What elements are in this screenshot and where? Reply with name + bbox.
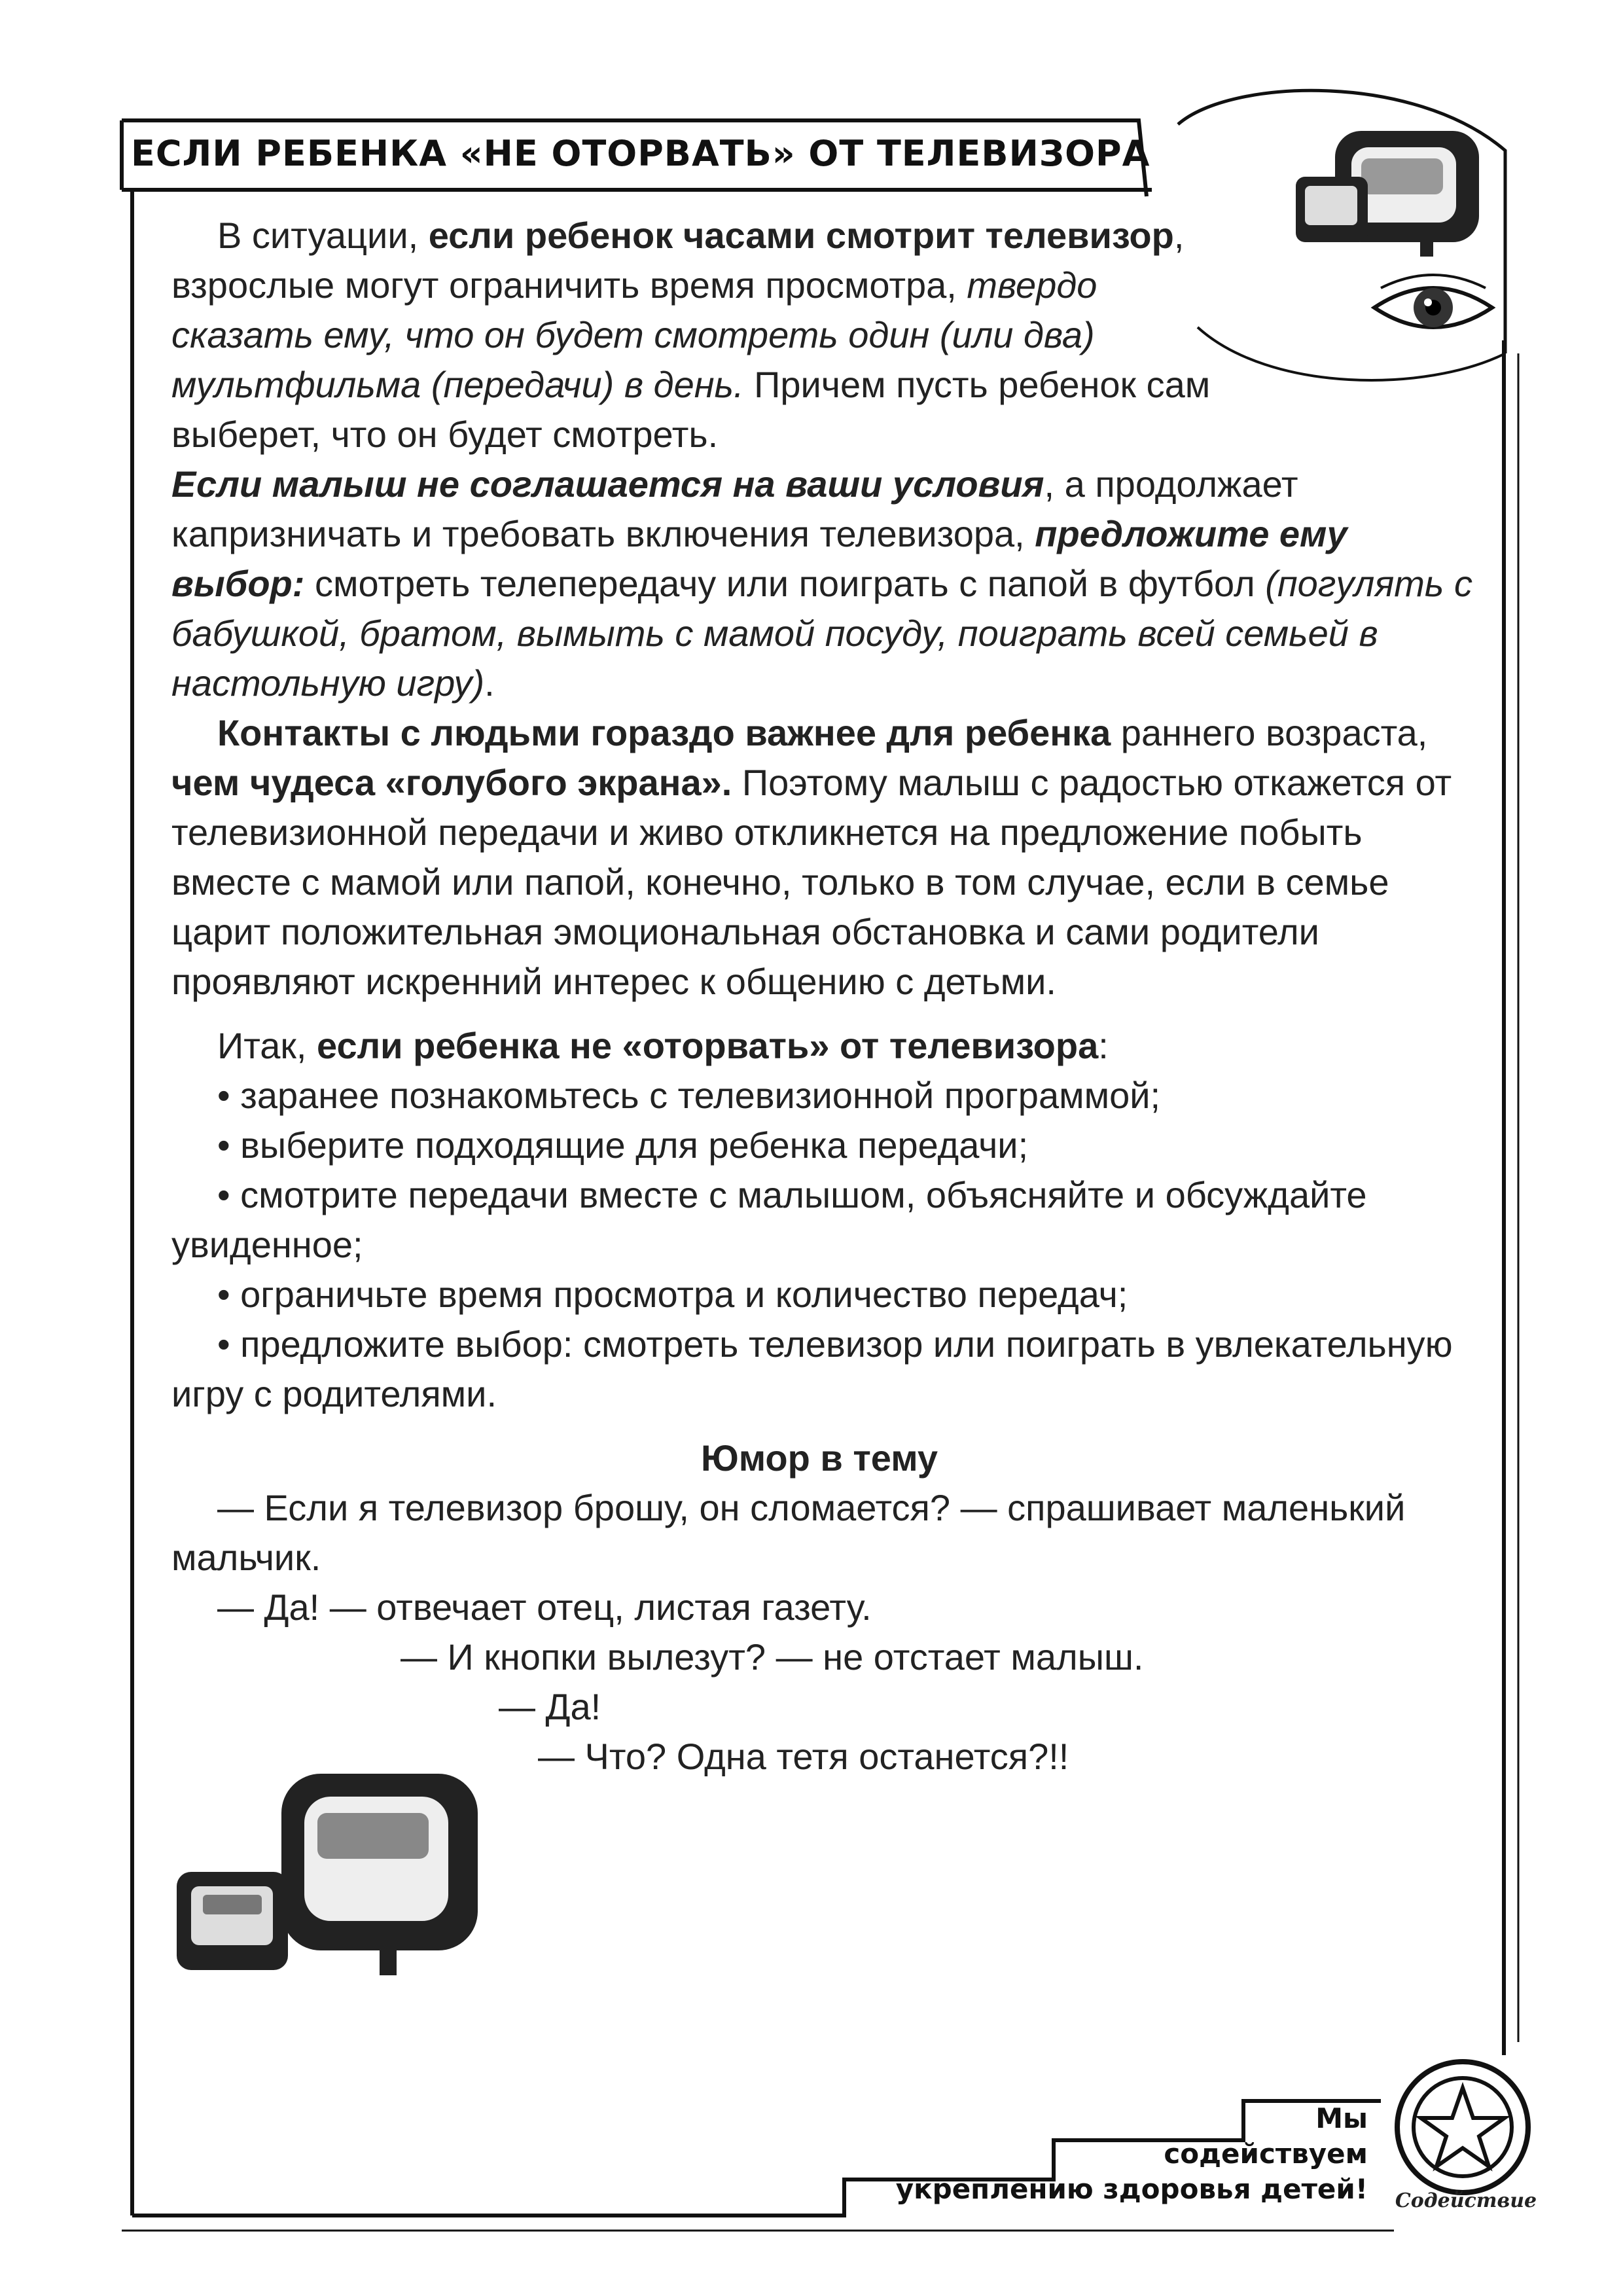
humor-line: — И кнопки вылезут? — не отстает малыш. (401, 1636, 1144, 1677)
paragraph-conditions (171, 459, 1480, 708)
footer-line: Мы (1315, 2102, 1368, 2134)
text-run-bold: если ребенок часами смотрит телевизор (428, 215, 1174, 256)
text-run-bold: чем чудеса «голубого экрана». (171, 762, 732, 803)
text-run: В ситуации, (217, 215, 429, 256)
text-run: , а продолжает капризничать и требовать включения телевизора, (171, 463, 1298, 554)
footer-line: содействуем (1164, 2138, 1368, 2170)
text-run-italic: (погулять с бабушкой, братом, вымыть с мамой посуду, поиграть всей семьей в настольную игру) (171, 563, 1472, 704)
humor-line: — Да! (499, 1686, 601, 1727)
text-run-bold-italic: Если малыш не соглашается на ваши условия (171, 463, 1044, 505)
text-run: Итак, (217, 1025, 317, 1066)
list-item: • заранее познакомьтесь с телевизионной программой; (217, 1075, 1161, 1116)
paragraph-contacts (171, 708, 1480, 1007)
text-run-bold: Контакты с людьми гораздо важнее для ребенка (217, 712, 1111, 753)
text-run: Поэтому малыш с радостью откажется от телевизионной передачи и живо откликнется на предложение побыть вместе с мамой или папой, конечно, только в том случае, если в семье царит положительная эмоциональная обстановка и сами родители проявляют искренний интерес к общению с детьми. (171, 762, 1452, 1002)
list-item: • предложите выбор: смотреть телевизор или поиграть в увлекательную игру с родителями. (171, 1323, 1453, 1414)
text-run: смотреть телепередачу или поиграть с папой в футбол (304, 563, 1266, 604)
list-item: • выберите подходящие для ребенка передачи; (217, 1124, 1029, 1166)
humor-line: — Что? Одна тетя останется?!! (538, 1736, 1069, 1777)
text-run-bold-italic: предложите ему выбор: (171, 513, 1347, 604)
text-run: Причем пусть ребенок сам выберет, что он будет смотреть. (171, 364, 1211, 455)
humor-line: — Да! — отвечает отец, листая газету. (217, 1587, 872, 1628)
list-item: • смотрите передачи вместе с малышом, объясняйте и обсуждайте увиденное; (171, 1174, 1367, 1265)
footer-line: укреплению здоровья детей! (895, 2173, 1368, 2205)
tv-icon (164, 1761, 491, 2009)
list-item: • ограничьте время просмотра и количество передач; (217, 1274, 1128, 1315)
humor-line: — Если я телевизор брошу, он сломается? — спрашивает маленький мальчик. (171, 1487, 1406, 1578)
paragraph-intro (171, 211, 1245, 459)
text-run: . (484, 662, 495, 704)
humor-title: Юмор в тему (700, 1437, 938, 1479)
brand-label: Содействие (1395, 2189, 1537, 2212)
text-run-bold: если ребенка не «оторвать» от телевизора (317, 1025, 1099, 1066)
article-body (171, 211, 1480, 1782)
text-run: раннего возраста, (1111, 712, 1428, 753)
text-run-italic: твердо сказать ему, что он будет смотреть один (или два) мультфильма (передачи) в день. (171, 264, 1097, 405)
page-title: ЕСЛИ РЕБЕНКА «НЕ ОТОРВАТЬ» ОТ ТЕЛЕВИЗОРА (131, 133, 1150, 174)
footer-slogan (851, 2101, 1368, 2207)
summary-lead (171, 1021, 1480, 1071)
star-emblem-icon (1391, 2055, 1535, 2199)
text-run: : (1098, 1025, 1109, 1066)
text-run: , взрослые могут ограничить время просмотра, (171, 215, 1185, 306)
